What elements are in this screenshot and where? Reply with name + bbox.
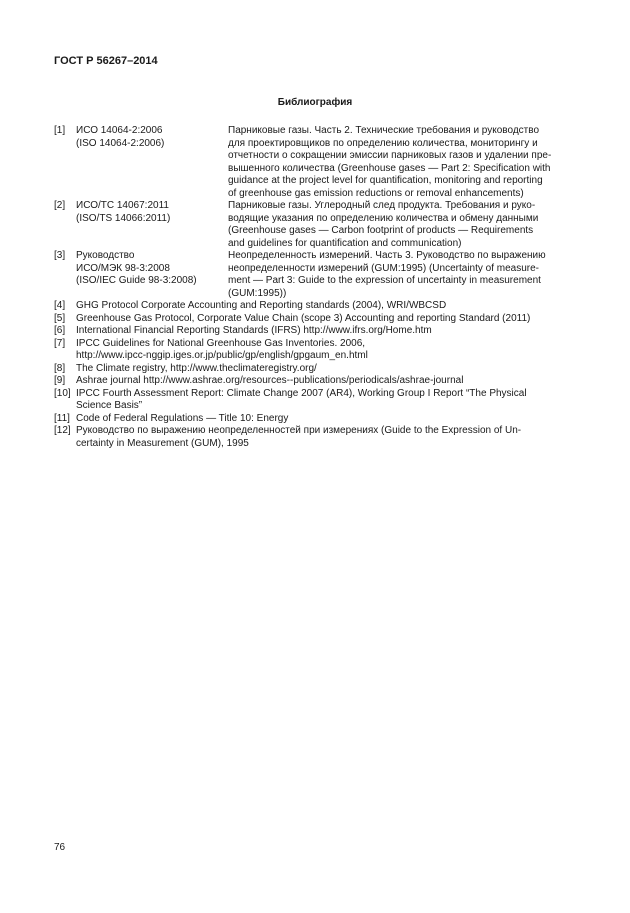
bibliography-title: Библиография [277,97,353,108]
description-line: Неопределенность измерений. Часть 3. Руководство по выражению [228,250,546,261]
description-line: of greenhouse gas emission reductions or removal enhancements) [228,187,524,199]
description-line: неопределенности измерений (GUM:1995) (Uncertainty of measure- [228,262,540,274]
designation-line: (ISO/IEC Guide 98-3:2008) [76,275,197,286]
designation-line: ИСО/ТС 14067:2011 [76,200,169,211]
reference-description [228,125,584,200]
reference-number: [11] [54,412,70,424]
description-line: Парниковые газы. Углеродный след продукта. Требования и руко- [228,200,536,211]
reference-text [76,325,584,338]
reference-text [76,388,584,413]
reference-text [76,300,584,313]
reference-item-4 [54,300,584,313]
description-line: and guidelines for quantification and communication) [228,237,462,249]
reference-item-11 [54,413,584,426]
reference-number: [1] [54,125,66,136]
reference-line: Ashrae journal http://www.ashrae.org/resources--publications/periodicals/ashrae-journal [76,375,464,386]
bibliography-list [54,125,584,450]
document-header: ГОСТ Р 56267–2014 [54,55,158,67]
reference-designation [76,200,228,250]
reference-text [76,425,584,450]
reference-line: http://www.ipcc-nggip.iges.or.jp/public/gp/english/gpgaum_en.html [76,350,368,361]
description-line: вышенного количества (Greenhouse gases — Part 2: Specification with [228,162,551,174]
reference-text [76,375,584,388]
reference-item-2 [54,200,584,250]
reference-designation [76,125,228,200]
designation-line: ИСО 14064-2:2006 [76,125,163,136]
reference-line: Science Basis” [76,400,143,411]
reference-item-10 [54,388,584,413]
reference-number: [10] [54,387,71,399]
reference-line: The Climate registry, http://www.theclimateregistry.org/ [76,362,317,374]
page-number: 76 [54,842,66,853]
description-line: водящие указания по определению количества и обмену данными [228,212,539,224]
description-line: для проектировщиков по определению количества, мониторингу и [228,137,538,149]
reference-number: [2] [54,200,66,211]
reference-item-8 [54,363,584,376]
reference-line: Руководство по выражению неопределенностей при измерениях (Guide to the Expression of Un- [76,425,522,436]
description-line: Парниковые газы. Часть 2. Технические требования и руководство [228,125,540,136]
reference-line: certainty in Measurement (GUM), 1995 [76,437,249,449]
reference-number: [4] [54,300,66,311]
reference-line: International Financial Reporting Standards (IFRS) http://www.ifrs.org/Home.htm [76,325,432,336]
reference-item-7 [54,338,584,363]
reference-text [76,313,584,326]
reference-line: IPCC Guidelines for National Greenhouse Gas Inventories. 2006, [76,337,366,349]
designation-line: ИСО/МЭК 98-3:2008 [76,262,170,274]
reference-line: GHG Protocol Corporate Accounting and Reporting standards (2004), WRI/WBCSD [76,300,447,311]
reference-number: [5] [54,312,66,324]
reference-number: [3] [54,250,66,261]
reference-text [76,413,584,426]
reference-number: [6] [54,325,66,336]
description-line: guidance at the project level for quantification, monitoring and reporting [228,175,543,186]
designation-line: (ISO/TS 14066:2011) [76,212,171,224]
reference-item-5 [54,313,584,326]
reference-item-12 [54,425,584,450]
reference-designation [76,250,228,300]
reference-number: [7] [54,337,66,349]
reference-description [228,200,584,250]
reference-description [228,250,584,300]
designation-line: Руководство [76,250,135,261]
reference-item-3 [54,250,584,300]
description-line: отчетности о сокращении эмиссии парниковых газов и удалении пре- [228,150,552,161]
reference-item-1 [54,125,584,200]
reference-line: Code of Federal Regulations — Title 10: Energy [76,412,289,424]
description-line: ment — Part 3: Guide to the expression of uncertainty in measurement [228,275,541,286]
reference-line: Greenhouse Gas Protocol, Corporate Value Chain (scope 3) Accounting and reporting Standard (2011) [76,312,531,324]
reference-number: [8] [54,362,66,374]
description-line: (GUM:1995)) [228,287,287,299]
reference-item-6 [54,325,584,338]
reference-text [76,338,584,363]
reference-number: [12] [54,425,71,436]
reference-number: [9] [54,375,66,386]
description-line: (Greenhouse gases — Carbon footprint of products — Requirements [228,225,534,236]
reference-text [76,363,584,376]
designation-line: (ISO 14064-2:2006) [76,137,165,149]
reference-item-9 [54,375,584,388]
reference-line: IPCC Fourth Assessment Report: Climate Change 2007 (AR4), Working Group I Report “The Physical [76,387,527,399]
